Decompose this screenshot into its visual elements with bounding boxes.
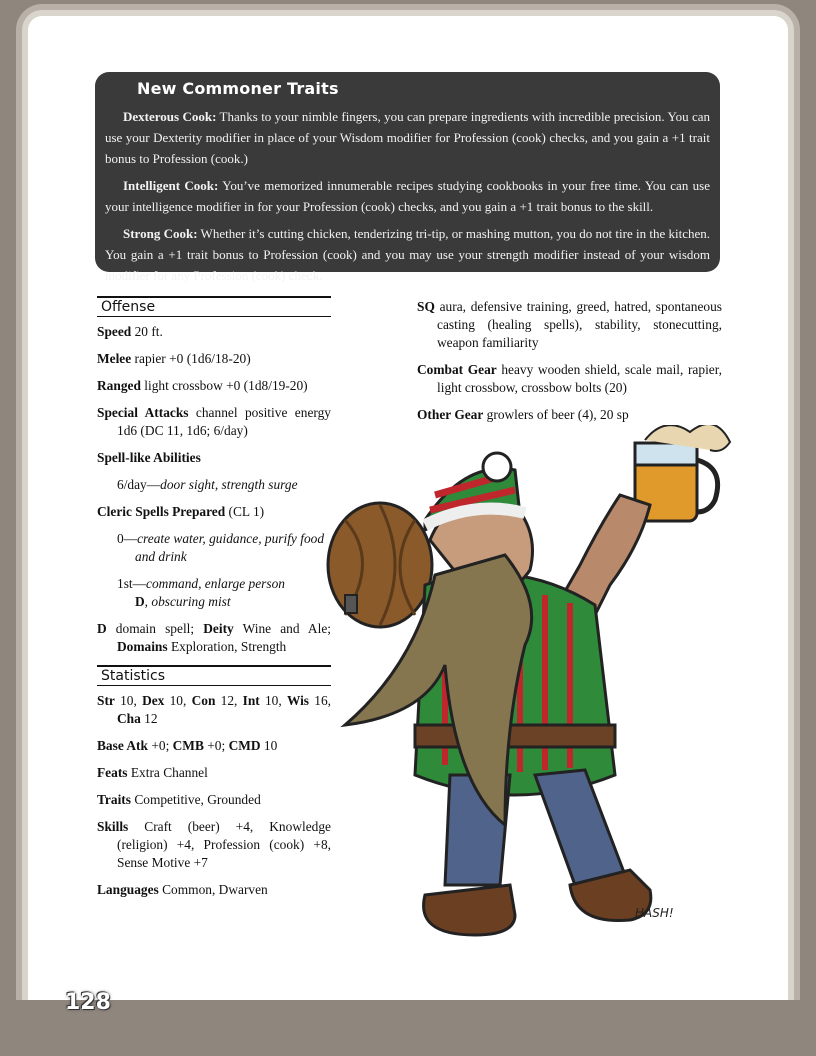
level1-domain-marker: D — [135, 594, 145, 609]
domains-label: Domains — [117, 639, 168, 654]
domain-note-text: domain spell; — [106, 621, 204, 636]
page-bottom-grunge — [0, 1000, 816, 1056]
cleric-spells-label: Cleric Spells Prepared — [97, 504, 226, 519]
statistics-header: Statistics — [97, 665, 331, 686]
base-atk-label: Base Atk — [97, 738, 148, 753]
sq-value: aura, defensive training, greed, hatred, spontaneous casting (healing spells), stability, stonecutting, weapon familiarity — [434, 299, 722, 350]
statblock-right-column — [417, 298, 722, 433]
str-value: 10, — [114, 693, 143, 708]
trait-entry — [105, 223, 710, 286]
spell-like-spells: door sight, strength surge — [160, 477, 298, 492]
feats-value: Extra Channel — [127, 765, 208, 780]
cleric-spells-heading — [97, 503, 331, 521]
spell-like-label: Spell-like Abilities — [97, 450, 201, 465]
ranged-value: light crossbow +0 (1d8/19-20) — [140, 378, 308, 393]
special-attacks-line — [97, 404, 331, 440]
dex-value: 10, — [164, 693, 192, 708]
ability-scores-line — [97, 692, 331, 728]
combat-gear-value: heavy wooden shield, scale mail, rapier, light crossbow, crossbow bolts (20) — [437, 362, 723, 395]
cleric-cl: (CL 1) — [225, 504, 265, 519]
level1-spells: command, enlarge person — [146, 576, 285, 591]
base-atk-value: +0; — [147, 738, 173, 753]
ranged-line — [97, 377, 331, 395]
trait-entry — [105, 106, 710, 169]
con-value: 12, — [215, 693, 243, 708]
spell-like-line — [117, 476, 331, 494]
level0-label: 0— — [117, 531, 138, 546]
speed-value: 20 ft. — [131, 324, 163, 339]
wis-label: Wis — [286, 693, 310, 708]
int-value: 10, — [259, 693, 287, 708]
spell-like-freq: 6/day— — [117, 477, 161, 492]
trait-name: Strong Cook: — [123, 226, 198, 241]
combat-gear-label: Combat Gear — [417, 362, 497, 377]
speed-label: Speed — [97, 324, 132, 339]
sq-label: SQ — [417, 299, 435, 314]
cmd-value: 10 — [260, 738, 278, 753]
barrel-icon — [328, 503, 432, 627]
feats-line — [97, 764, 331, 782]
trait-entry — [105, 175, 710, 217]
other-gear-label: Other Gear — [417, 407, 484, 422]
skills-line — [97, 818, 331, 872]
deity-value: Wine and Ale; — [233, 621, 331, 636]
melee-value: rapier +0 (1d6/18-20) — [131, 351, 251, 366]
combat-stats-line — [97, 737, 331, 755]
domain-marker: D — [97, 621, 107, 636]
spell-like-heading — [97, 449, 331, 467]
offense-header: Offense — [97, 296, 331, 317]
wis-value: 16, — [309, 693, 331, 708]
level0-spells: create water, guidance, purify food and drink — [135, 531, 325, 564]
combat-gear-line — [417, 361, 722, 397]
domain-note-line — [97, 620, 331, 656]
cmb-label: CMB — [172, 738, 204, 753]
artist-signature: HASH! — [635, 906, 674, 920]
con-label: Con — [191, 693, 216, 708]
cmb-value: +0; — [203, 738, 229, 753]
trait-text: Whether it’s cutting chicken, tenderizing tri-tip, or mashing mutton, you do not tire in the kitchen. You gain a +1 trait bonus to Profession (cook) and you may use your strength modifier instead of your wisdom modifier for any Profession (cook) check. — [105, 226, 710, 283]
special-attacks-value: channel positive energy 1d6 (DC 11, 1d6; 6/day) — [117, 405, 331, 438]
melee-label: Melee — [97, 351, 132, 366]
cha-label: Cha — [117, 711, 141, 726]
cmd-label: CMD — [228, 738, 261, 753]
traits-value: Competitive, Grounded — [130, 792, 261, 807]
traits-sidebar — [95, 72, 720, 283]
other-gear-value: growlers of beer (4), 20 sp — [483, 407, 629, 422]
cleric-level1-line — [117, 575, 331, 611]
sq-line — [417, 298, 722, 352]
traits-line — [97, 791, 331, 809]
languages-line — [97, 881, 331, 899]
skills-value: Craft (beer) +4, Knowledge (religion) +4, Profession (cook) +8, Sense Motive +7 — [117, 819, 331, 870]
trait-name: Dexterous Cook: — [123, 109, 217, 124]
ranged-label: Ranged — [97, 378, 141, 393]
statblock-left-column — [97, 296, 331, 908]
level1-label: 1st— — [117, 576, 147, 591]
sidebar-title: New Commoner Traits — [137, 79, 339, 98]
dwarf-illustration — [305, 425, 735, 970]
trait-name: Intelligent Cook: — [123, 178, 219, 193]
str-label: Str — [97, 693, 115, 708]
feats-label: Feats — [97, 765, 128, 780]
trait-text: Thanks to your nimble fingers, you can prepare ingredients with incredible precision. You can use your Dexterity modifier in place of your Wisdom modifier for Profession (cook) checks, and you gain a +1 trait bonus to Profession (cook.) — [105, 109, 710, 166]
trait-text: You’ve memorized innumerable recipes studying cookbooks in your free time. You can use your intelligence modifier in for your Profession (cook) checks, and you gain a +1 trait bonus to the skill. — [105, 178, 711, 214]
languages-label: Languages — [97, 882, 159, 897]
cha-value: 12 — [140, 711, 158, 726]
melee-line — [97, 350, 331, 368]
other-gear-line — [417, 406, 722, 424]
cleric-level0-line — [117, 530, 331, 566]
level1-domain-spell: , obscuring mist — [144, 594, 231, 609]
skills-label: Skills — [97, 819, 129, 834]
int-label: Int — [242, 693, 260, 708]
domains-value: Exploration, Strength — [167, 639, 287, 654]
traits-label: Traits — [97, 792, 131, 807]
page-number: 128 — [65, 990, 111, 1015]
dex-label: Dex — [142, 693, 165, 708]
languages-value: Common, Dwarven — [158, 882, 268, 897]
deity-label: Deity — [203, 621, 234, 636]
speed-line — [97, 323, 331, 341]
special-attacks-label: Special Attacks — [97, 405, 189, 420]
